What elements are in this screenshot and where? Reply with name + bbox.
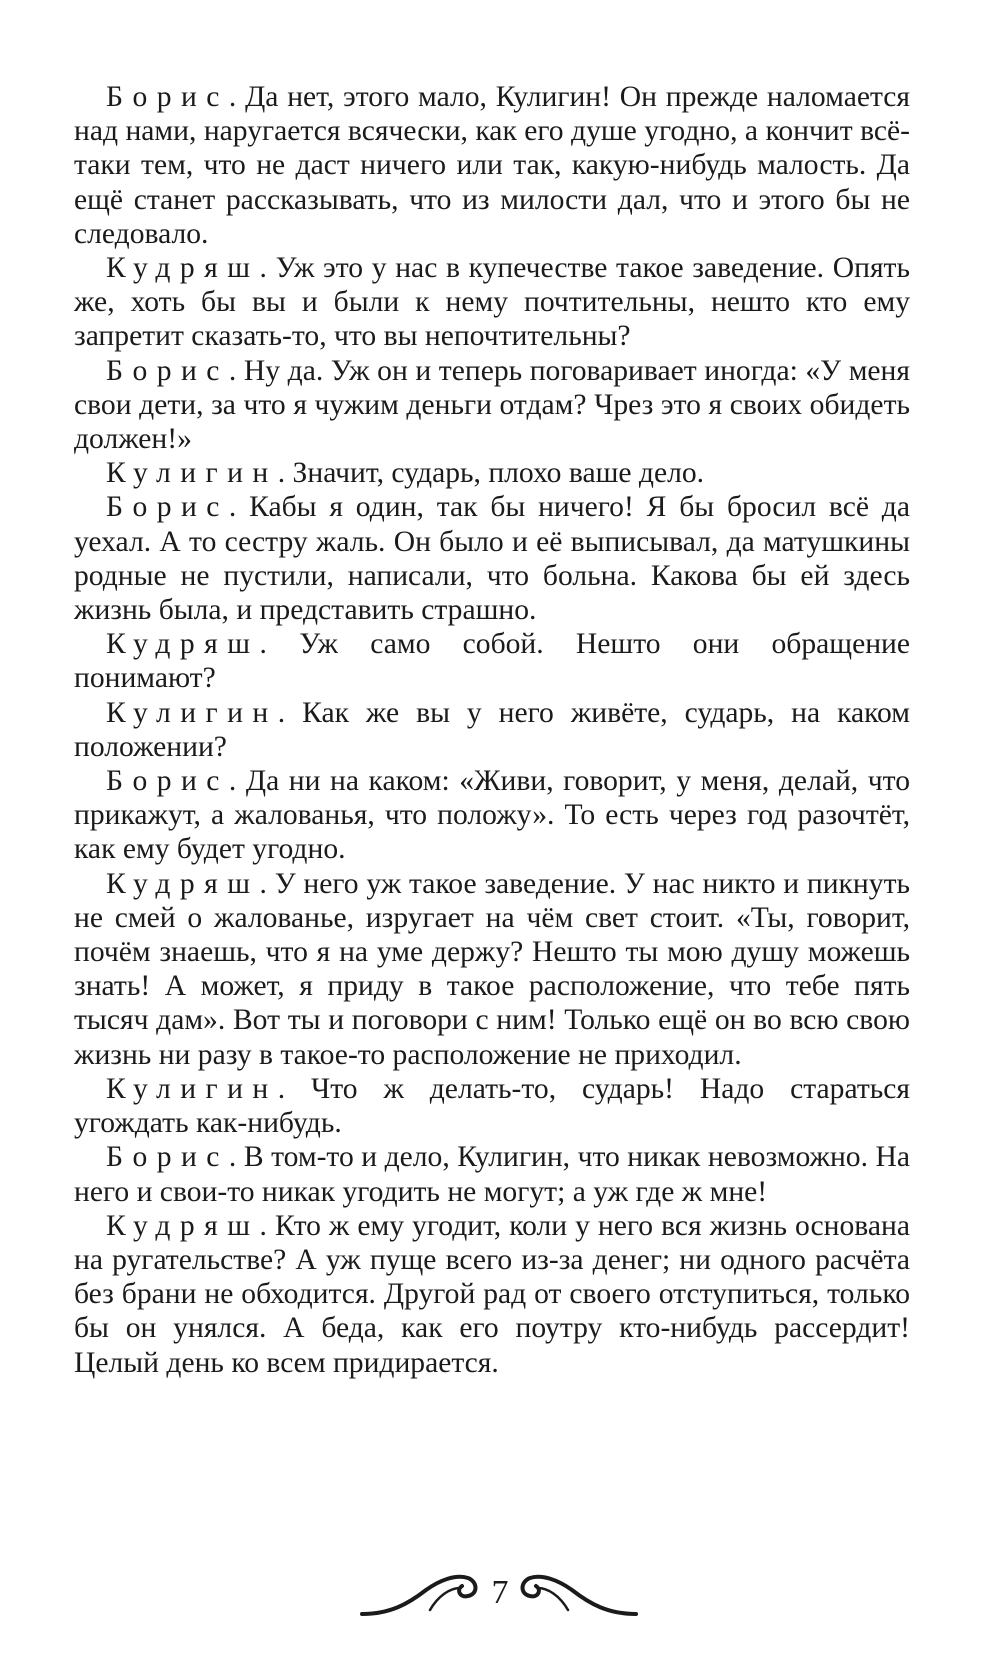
paragraph-text: Ну да. Уж он и теперь поговаривает иногда: «У меня свои дети, за что я чужим деньги отдам? Чрез это я своих обидеть должен!» [74,354,911,456]
right-flourish-icon [508,1570,638,1620]
paragraph: Кудряш. Кто ж ему угодит, коли у него вся жизнь основана на ругательстве? А уж пуще всего из-за денег; ни одного расчёта без брани не обходится. Другой рад от своего отступиться, только бы он унялся. А беда, как его поутру кто-нибудь рассердит! Целый день ко всем придирается. [74,1209,910,1379]
page-number: 7 [491,1574,509,1611]
speaker-name: Борис [106,765,229,798]
paragraph-text: Да нет, этого мало, Кулигин! Он прежде наломается над нами, наругается всячески, как его душе угодно, а кончит всё-таки тем, что не даст ничего или так, какую-нибудь малость. Да ещё станет рассказывать, что из милости дал, что и этого бы не следовало. [74,81,910,250]
paragraph: Кулигин. Как же вы у него живёте, сударь, на каком положении? [74,696,911,763]
page-body [74,80,910,1380]
paragraph-text: Значит, сударь, плохо ваше дело. [292,457,705,490]
paragraph-text: Уж это у нас в купечестве такое заведение. Опять же, хоть бы вы и были к нему почтительны, нешто кто ему запретит сказать-то, что вы непочтительны? [74,252,910,353]
paragraph: Кудряш. Уж это у нас в купечестве такое заведение. Опять же, хоть бы вы и были к нему почтительны, нешто кто ему запретит сказать-то, что вы непочтительны? [74,252,910,353]
paragraph-text: Да ни на каком: «Живи, говорит, у меня, делай, что прикажут, а жалованья, что положу». То есть через год разочтёт, как ему будет угодно. [74,765,910,866]
paragraph-text: Что ж делать-то, сударь! Надо стараться угождать как-нибудь. [74,1072,910,1140]
speaker-name: Кудряш [106,252,260,285]
speaker-name: Борис [106,1141,229,1174]
page-footer [0,1570,1000,1630]
speaker-name: Кудряш [106,1209,260,1242]
speaker-name: Кулигин [106,696,278,729]
speaker-name: Кудряш [106,867,260,900]
paragraph: Кулигин. Что ж делать-то, сударь! Надо стараться угождать как-нибудь. [74,1072,910,1140]
paragraph-text: Уж само собой. Нешто они обращение понимают? [74,628,911,695]
paragraph: Борис. Ну да. Уж он и теперь поговаривает иногда: «У меня свои дети, за что я чужим деньги отдам? Чрез это я своих обидеть должен!» [74,354,911,456]
paragraph: Кулигин. Значит, сударь, плохо ваше дело. [106,457,705,490]
paragraph-text: У него уж такое заведение. У нас никто и пикнуть не смей о жалованье, изругает на чём свет стоит. «Ты, говорит, почём знаешь, что я на уме держу? Нешто ты мою душу можешь знать! А может, я приду в такое расположение, что тебе пять тысяч дам». Вот ты и поговори с ним! Только ещё он во всю свою жизнь ни разу в такое-то расположение не приходил. [74,867,910,1071]
paragraph: Борис. Да нет, этого мало, Кулигин! Он прежде наломается над нами, наругается всячески, как его душе угодно, а кончит всё-таки тем, что не даст ничего или так, какую-нибудь малость. Да ещё станет рассказывать, что из милости дал, что и этого бы не следовало. [74,81,910,250]
speaker-name: Борис [106,81,229,113]
paragraph-text: Как же вы у него живёте, сударь, на каком положении? [74,696,911,763]
paragraph: Борис. Кабы я один, так бы ничего! Я бы бросил всё да уехал. А то сестру жаль. Он было и её выписывал, да матушкины родные не пустили, написали, что больна. Какова бы ей здесь жизнь была, и представить страшно. [74,491,910,627]
paragraph-text: Кто ж ему угодит, коли у него вся жизнь основана на ругательстве? А уж пуще всего из-за денег; ни одного расчёта без брани не обходится. Другой рад от своего отступиться, только бы он унялся. А беда, как его поутру кто-нибудь рассердит! Целый день ко всем придирается. [74,1209,910,1379]
paragraph: Борис. Да ни на каком: «Живи, говорит, у меня, делай, что прикажут, а жалованья, что положу». То есть через год разочтёт, как ему будет угодно. [74,765,910,866]
paragraph: Борис. В том-то и дело, Кулигин, что никак невозможно. На него и свои-то никак угодить не могут; а уж где ж мне! [74,1141,911,1208]
paragraph-text: В том-то и дело, Кулигин, что никак невозможно. На него и свои-то никак угодить не могут; а уж где ж мне! [74,1141,911,1208]
speaker-name: Кулигин [106,1072,278,1105]
paragraph: Кудряш. У него уж такое заведение. У нас никто и пикнуть не смей о жалованье, изругает на чём свет стоит. «Ты, говорит, почём знаешь, что я на уме держу? Нешто ты мою душу можешь знать! А может, я приду в такое расположение, что тебе пять тысяч дам». Вот ты и поговори с ним! Только ещё он во всю свою жизнь ни разу в такое-то расположение не приходил. [74,867,910,1071]
paragraph-text: Кабы я один, так бы ничего! Я бы бросил всё да уехал. А то сестру жаль. Он было и её выписывал, да матушкины родные не пустили, написали, что больна. Какова бы ей здесь жизнь была, и представить страшно. [74,491,910,627]
speaker-name: Кудряш [106,628,260,661]
speaker-name: Кулигин [106,457,278,490]
paragraph: Кудряш. Уж само собой. Нешто они обращение понимают? [74,628,911,695]
speaker-name: Борис [106,491,229,524]
speaker-name: Борис [106,354,229,387]
